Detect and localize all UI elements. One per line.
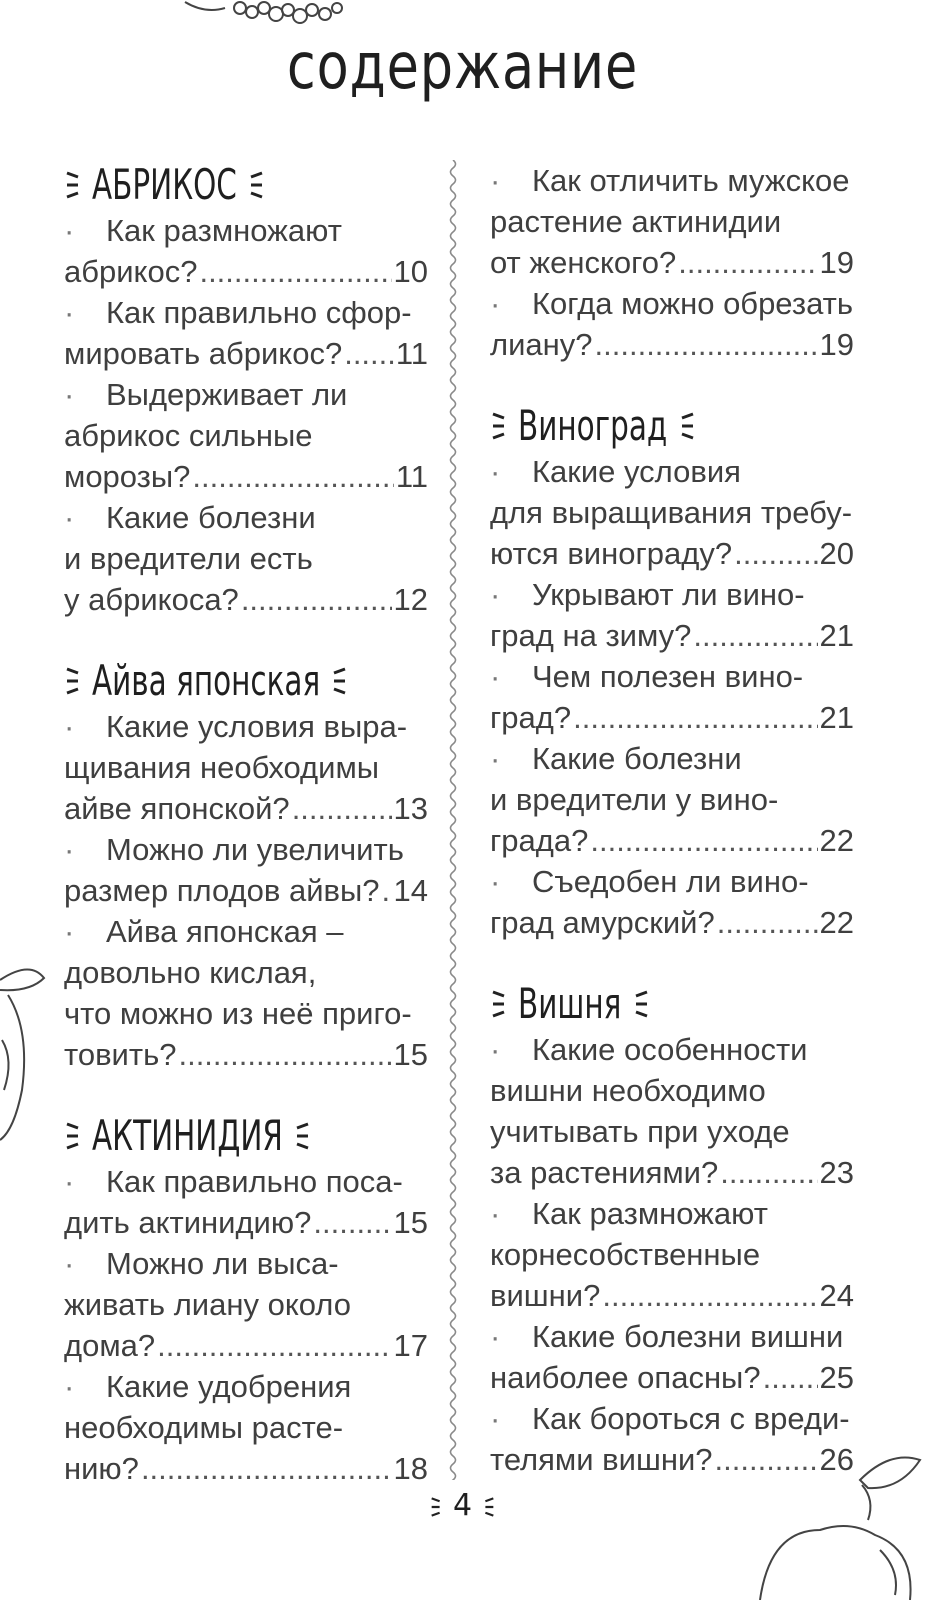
toc-entry-text: растение актинидии: [490, 204, 782, 239]
dot-leader: [678, 242, 817, 283]
toc-entry-text: и вредители у вино-: [490, 782, 779, 817]
toc-entry-text: Чем полезен вино-: [532, 659, 804, 694]
toc-entry[interactable]: [64, 1366, 428, 1489]
bullet-icon: ·: [490, 864, 501, 899]
section-heading-text: АКТИНИДИЯ: [92, 1111, 283, 1160]
page-title: содержание: [286, 30, 639, 104]
toc-entry-text: размер плодов айвы?: [64, 873, 380, 908]
toc-entry-text: Можно ли увеличить: [106, 832, 404, 867]
toc-entry-text: Как отличить мужское: [532, 163, 850, 198]
section-heading-text: Айва японская: [92, 656, 321, 705]
toc-entry[interactable]: [490, 656, 854, 738]
toc-entry-text: дома?: [64, 1328, 156, 1363]
ornament-right-icon: [293, 1118, 311, 1154]
toc-entry-text: града?: [490, 823, 589, 858]
toc-entry-line: [64, 1366, 428, 1407]
toc-entry-text: Как размножают: [532, 1196, 768, 1231]
toc-entry-last-line: [490, 242, 854, 283]
ornament-left-icon: [64, 167, 82, 203]
toc-entry-text: щивания необходимы: [64, 750, 380, 785]
ornament-right-icon: [678, 408, 696, 444]
page-ref: 23: [819, 1155, 854, 1190]
section-heading: [64, 160, 428, 210]
toc-entry-line: [64, 1161, 428, 1202]
toc-entry-last-line: [64, 1448, 428, 1489]
section-gap: [490, 365, 854, 401]
page-ref: 12: [393, 582, 428, 617]
toc-entry-last-line: [490, 324, 854, 365]
toc-entry-text: айве японской?: [64, 791, 290, 826]
bullet-icon: ·: [64, 500, 75, 535]
bullet-icon: ·: [64, 295, 75, 330]
page-ref: 20: [819, 536, 854, 571]
page-ref: 25: [819, 1360, 854, 1395]
toc-right-column: [490, 160, 854, 1480]
section-gap: [490, 943, 854, 979]
toc-entry-line: [64, 1243, 428, 1284]
ornament-right-icon: [330, 663, 348, 699]
section-heading: [490, 401, 854, 451]
toc-entry-line: [64, 706, 428, 747]
wavy-column-divider: [446, 160, 460, 1480]
toc-entry-line: [490, 201, 854, 242]
toc-entry-text: вишни необходимо: [490, 1073, 766, 1108]
page-ref: 21: [819, 700, 854, 735]
toc-entry-text: Как бороться с вреди-: [532, 1401, 850, 1436]
toc-entry-text: вишни?: [490, 1278, 601, 1313]
toc-entry-last-line: [490, 1152, 854, 1193]
toc-entry-text: нию?: [64, 1451, 139, 1486]
toc-entry-text: необходимы расте-: [64, 1410, 344, 1445]
toc-entry-last-line: [64, 251, 428, 292]
bullet-icon: ·: [64, 1246, 75, 1281]
toc-entry[interactable]: [64, 497, 428, 620]
toc-entry[interactable]: [64, 292, 428, 374]
bullet-icon: ·: [490, 577, 501, 612]
page-number: 4: [0, 1488, 925, 1523]
toc-entry-text: Айва японская –: [106, 914, 344, 949]
toc-entry-line: [490, 779, 854, 820]
toc-entry-line: [64, 747, 428, 788]
toc-entry[interactable]: [490, 574, 854, 656]
toc-entry-line: [64, 1407, 428, 1448]
dot-leader: [292, 788, 392, 829]
toc-entry[interactable]: [490, 1398, 854, 1480]
bullet-icon: ·: [490, 454, 501, 489]
toc-entry-line: [64, 415, 428, 456]
bullet-icon: ·: [64, 832, 75, 867]
toc-entry-line: [490, 1070, 854, 1111]
ornament-left-icon: [64, 1118, 82, 1154]
toc-entry-line: [64, 374, 428, 415]
section-gap: [64, 1075, 428, 1111]
dot-leader: [590, 820, 817, 861]
toc-entry[interactable]: [490, 160, 854, 283]
bullet-icon: ·: [490, 741, 501, 776]
page-ref: 22: [819, 905, 854, 940]
ornament-right-icon: [482, 1494, 496, 1520]
toc-entry-line: [64, 829, 428, 870]
section-heading-text: АБРИКОС: [92, 160, 237, 209]
page-ref: 24: [819, 1278, 854, 1313]
section-heading-text: Виноград: [518, 401, 668, 450]
toc-entry-text: Какие болезни: [532, 741, 742, 776]
toc-entry-last-line: [64, 870, 428, 911]
page-ref: 17: [393, 1328, 428, 1363]
toc-entry-text: телями вишни?: [490, 1442, 713, 1477]
toc-left-column: [64, 160, 428, 1489]
toc-entry-text: дить актинидию?: [64, 1205, 312, 1240]
toc-entry-text: у абрикоса?: [64, 582, 239, 617]
dot-leader: [717, 902, 818, 943]
toc-entry-last-line: [490, 697, 854, 738]
page-ref: 19: [819, 245, 854, 280]
apple-sketch-left: [0, 950, 50, 1150]
toc-entry-last-line: [490, 1357, 854, 1398]
bullet-icon: ·: [64, 213, 75, 248]
section-heading: [64, 1111, 428, 1161]
dot-leader: [715, 1439, 818, 1480]
toc-entry-line: [490, 1111, 854, 1152]
page-ref: 26: [819, 1442, 854, 1477]
toc-entry-text: Как правильно сфор-: [106, 295, 412, 330]
section-heading: [490, 979, 854, 1029]
toc-entry-last-line: [64, 1034, 428, 1075]
toc-entry-text: Какие болезни вишни: [532, 1319, 844, 1354]
toc-entry-line: [490, 1029, 854, 1070]
toc-entry[interactable]: [490, 1193, 854, 1316]
toc-entry-line: [490, 160, 854, 201]
toc-entry-text: товить?: [64, 1037, 177, 1072]
toc-entry-line: [64, 911, 428, 952]
toc-entry-text: абрикос?: [64, 254, 198, 289]
toc-entry-text: мировать абрикос?: [64, 336, 343, 371]
toc-entry-last-line: [64, 1202, 428, 1243]
bullet-icon: ·: [490, 659, 501, 694]
toc-entry[interactable]: [490, 1029, 854, 1193]
toc-entry-line: [64, 210, 428, 251]
ornament-left-icon: [490, 408, 508, 444]
toc-entry-last-line: [490, 1439, 854, 1480]
toc-entry-last-line: [64, 1325, 428, 1366]
toc-entry[interactable]: [64, 1243, 428, 1366]
toc-entry-line: [490, 1398, 854, 1439]
toc-entry-text: Какие особенности: [532, 1032, 808, 1067]
toc-entry[interactable]: [64, 911, 428, 1075]
toc-entry-line: [490, 656, 854, 697]
toc-entry-text: наиболее опасны?: [490, 1360, 761, 1395]
section-heading-text: Вишня: [518, 979, 622, 1028]
dot-leader: [344, 333, 394, 374]
dot-leader: [382, 870, 392, 911]
toc-entry-text: что можно из неё приго-: [64, 996, 412, 1031]
toc-entry-last-line: [64, 456, 428, 497]
toc-entry-text: живать лиану около: [64, 1287, 351, 1322]
toc-entry-text: Какие удобрения: [106, 1369, 352, 1404]
ornament-right-icon: [632, 986, 650, 1022]
toc-entry-line: [64, 292, 428, 333]
bullet-icon: ·: [490, 1196, 501, 1231]
toc-entry-line: [490, 492, 854, 533]
toc-entry-text: Как размножают: [106, 213, 342, 248]
dot-leader: [199, 251, 391, 292]
dot-leader: [602, 1275, 817, 1316]
toc-entry[interactable]: [490, 283, 854, 365]
toc-entry-line: [490, 1316, 854, 1357]
ornament-left-icon: [429, 1494, 443, 1520]
toc-entry-last-line: [490, 1275, 854, 1316]
bullet-icon: ·: [490, 286, 501, 321]
page-ref: 18: [393, 1451, 428, 1486]
toc-entry-last-line: [490, 615, 854, 656]
toc-entry[interactable]: [64, 374, 428, 497]
page-ref: 21: [819, 618, 854, 653]
dot-leader: [313, 1202, 391, 1243]
ornament-left-icon: [64, 663, 82, 699]
page-ref: 15: [393, 1205, 428, 1240]
toc-entry-text: корнесобственные: [490, 1237, 761, 1272]
toc-entry-text: морозы?: [64, 459, 191, 494]
dot-leader: [241, 579, 392, 620]
toc-entry[interactable]: [64, 706, 428, 829]
bullet-icon: ·: [64, 1369, 75, 1404]
toc-entry-last-line: [64, 788, 428, 829]
page-ref: 13: [393, 791, 428, 826]
bullet-icon: ·: [490, 1401, 501, 1436]
toc-entry-text: Какие условия: [532, 454, 741, 489]
dot-leader: [763, 1357, 818, 1398]
toc-entry-text: град на зиму?: [490, 618, 692, 653]
dot-leader: [157, 1325, 391, 1366]
bullet-icon: ·: [490, 1032, 501, 1067]
page-ref: 22: [819, 823, 854, 858]
toc-entry-line: [490, 1234, 854, 1275]
dot-leader: [720, 1152, 817, 1193]
toc-entry-line: [490, 574, 854, 615]
toc-entry-text: Когда можно обрезать: [532, 286, 853, 321]
toc-entry-last-line: [64, 579, 428, 620]
toc-entry-text: довольно кислая,: [64, 955, 317, 990]
page-ref: 14: [393, 873, 428, 908]
toc-entry-text: и вредители есть: [64, 541, 313, 576]
toc-entry[interactable]: [64, 829, 428, 911]
toc-entry-text: для выращивания требу-: [490, 495, 853, 530]
dot-leader: [573, 697, 817, 738]
toc-entry[interactable]: [490, 1316, 854, 1398]
toc-entry[interactable]: [490, 451, 854, 574]
berries-illustration: [180, 0, 360, 30]
toc-entry-text: учитывать при уходе: [490, 1114, 790, 1149]
bullet-icon: ·: [490, 1319, 501, 1354]
toc-entry-text: Какие условия выра-: [106, 709, 408, 744]
section-gap: [64, 620, 428, 656]
toc-entry-line: [490, 738, 854, 779]
toc-entry-line: [64, 497, 428, 538]
ornament-right-icon: [247, 167, 265, 203]
toc-entry[interactable]: [64, 210, 428, 292]
toc-entry[interactable]: [64, 1161, 428, 1243]
toc-entry-line: [64, 538, 428, 579]
toc-entry-last-line: [64, 333, 428, 374]
ornament-left-icon: [490, 986, 508, 1022]
toc-entry-text: абрикос сильные: [64, 418, 313, 453]
dot-leader: [734, 533, 817, 574]
toc-entry-text: лиану?: [490, 327, 593, 362]
toc-entry-text: за растениями?: [490, 1155, 719, 1190]
dot-leader: [595, 324, 818, 365]
bullet-icon: ·: [64, 377, 75, 412]
toc-entry-line: [490, 451, 854, 492]
toc-entry-text: Съедобен ли вино-: [532, 864, 809, 899]
toc-entry-text: Какие болезни: [106, 500, 316, 535]
bullet-icon: ·: [64, 1164, 75, 1199]
toc-entry-line: [64, 993, 428, 1034]
toc-entry-last-line: [490, 902, 854, 943]
toc-entry-text: от женского?: [490, 245, 677, 280]
toc-entry-text: Укрывают ли вино-: [532, 577, 805, 612]
page-ref: 11: [395, 336, 428, 371]
toc-entry-last-line: [490, 820, 854, 861]
toc-entry-line: [490, 861, 854, 902]
bullet-icon: ·: [490, 163, 501, 198]
bullet-icon: ·: [64, 914, 75, 949]
toc-entry[interactable]: [490, 738, 854, 861]
toc-entry-text: град амурский?: [490, 905, 715, 940]
toc-entry-last-line: [490, 533, 854, 574]
page-ref: 19: [819, 327, 854, 362]
toc-entry-line: [64, 952, 428, 993]
section-heading: [64, 656, 428, 706]
page-ref: 15: [393, 1037, 428, 1072]
toc-entry-text: ются винограду?: [490, 536, 733, 571]
bullet-icon: ·: [64, 709, 75, 744]
dot-leader: [192, 456, 393, 497]
page-ref: 11: [395, 459, 428, 494]
dot-leader: [178, 1034, 391, 1075]
toc-entry-text: Можно ли выса-: [106, 1246, 339, 1281]
toc-entry-text: град?: [490, 700, 572, 735]
toc-entry-line: [490, 283, 854, 324]
dot-leader: [693, 615, 817, 656]
toc-entry-text: Выдерживает ли: [106, 377, 348, 412]
page-ref: 10: [393, 254, 428, 289]
toc-entry[interactable]: [490, 861, 854, 943]
dot-leader: [141, 1448, 392, 1489]
toc-entry-line: [490, 1193, 854, 1234]
toc-entry-text: Как правильно поса-: [106, 1164, 403, 1199]
toc-entry-line: [64, 1284, 428, 1325]
